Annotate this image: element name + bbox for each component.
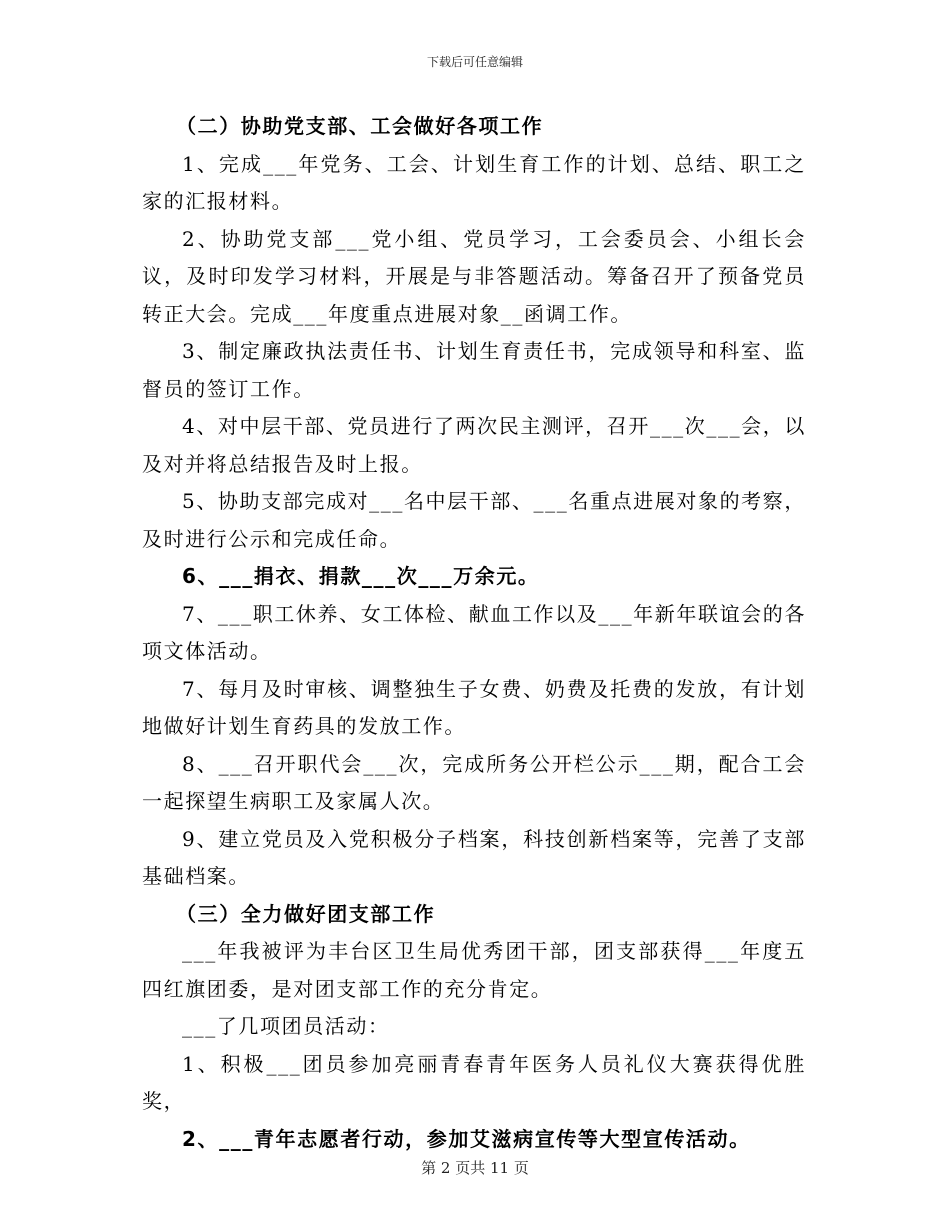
document-body [142,108,806,1158]
paragraph-item-1: 1、完成___年党务、工会、计划生育工作的计划、总结、职工之家的汇报材料。 [142,151,806,213]
page-header: 下载后可任意编辑 [426,55,523,69]
paragraph-item-7b: 7、每月及时审核、调整独生子女费、奶费及托费的发放，有计划地做好计划生育药具的发放工作。 [142,676,806,738]
paragraph-item-7a: 7、___职工休养、女工体检、献血工作以及___年新年联谊会的各项文体活动。 [142,601,806,663]
paragraph-item-5: 5、协助支部完成对___名中层干部、___名重点进展对象的考察，及时进行公示和完成任命。 [142,489,806,551]
paragraph-activity-1: 1、积极___团员参加亮丽青春青年医务人员礼仪大赛获得优胜奖， [142,1051,806,1113]
paragraph-award: ___年我被评为丰台区卫生局优秀团干部，团支部获得___年度五四红旗团委，是对团支部工作的充分肯定。 [142,939,806,1001]
paragraph-activities-intro: ___了几项团员活动： [182,1014,390,1038]
paragraph-item-3: 3、制定廉政执法责任书、计划生育责任书，完成领导和科室、监督员的签订工作。 [142,339,806,401]
paragraph-item-8: 8、___召开职代会___次，完成所务公开栏公示___期，配合工会一起探望生病职工及家属人次。 [142,751,806,813]
paragraph-activity-2: 2、___青年志愿者行动，参加艾滋病宣传等大型宣传活动。 [182,1126,751,1151]
section-heading-3: （三）全力做好团支部工作 [176,901,436,926]
paragraph-item-6: 6、___捐衣、捐款___次___万余元。 [182,564,540,588]
paragraph-item-9: 9、建立党员及入党积极分子档案，科技创新档案等，完善了支部基础档案。 [142,826,806,888]
page-footer: 第 2 页共 11 页 [421,1159,529,1177]
section-heading-2: （二）协助党支部、工会做好各项工作 [176,114,544,138]
paragraph-item-4: 4、对中层干部、党员进行了两次民主测评，召开___次___会，以及对并将总结报告及时上报。 [142,414,806,476]
paragraph-item-2: 2、协助党支部___党小组、党员学习，工会委员会、小组长会议，及时印发学习材料，开展是与非答题活动。筹备召开了预备党员转正大会。完成___年度重点进展对象__函调工作。 [142,226,806,326]
